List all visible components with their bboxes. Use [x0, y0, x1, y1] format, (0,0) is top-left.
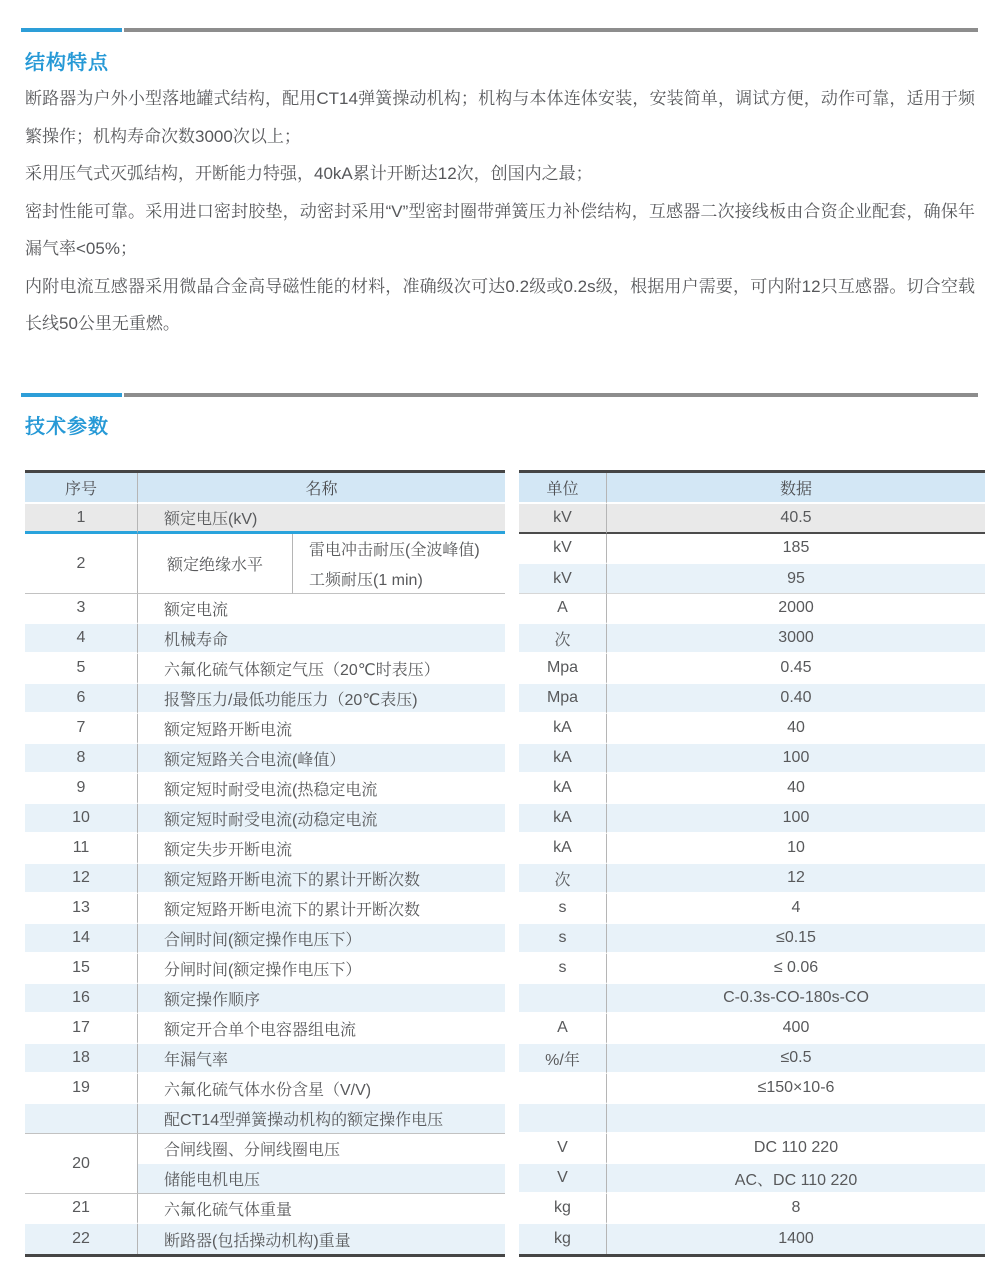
cell-value: 95 — [607, 564, 985, 594]
table-row — [519, 1224, 985, 1254]
table-row — [519, 1014, 985, 1044]
cell-unit: A — [519, 594, 607, 624]
cell-unit: s — [519, 894, 607, 924]
cell-name: 合闸线圈、分闸线圈电压 — [138, 1134, 505, 1164]
cell-no: 6 — [25, 684, 138, 714]
cell-unit: kA — [519, 774, 607, 804]
cell-value: AC、DC 110 220 — [607, 1164, 985, 1194]
cell-name: 机械寿命 — [138, 624, 505, 654]
divider-gray-segment — [124, 393, 978, 397]
table-row — [519, 1104, 985, 1134]
cell-name: 额定绝缘水平 — [138, 534, 293, 594]
cell-name: 额定短路关合电流(峰值） — [138, 744, 505, 774]
table-row — [25, 654, 505, 684]
divider-gray-segment — [124, 28, 978, 32]
cell-value: 4 — [607, 894, 985, 924]
table-row — [519, 774, 985, 804]
table-header-row — [519, 473, 985, 504]
table-row — [519, 1164, 985, 1194]
table-row — [519, 894, 985, 924]
cell-subname: 工频耐压(1 min) — [293, 564, 505, 594]
section-title-structure: 结构特点 — [25, 52, 109, 74]
table-row — [519, 864, 985, 894]
cell-no: 20 — [25, 1134, 138, 1194]
header-no: 序号 — [25, 473, 138, 504]
table-row — [519, 564, 985, 594]
cell-no: 3 — [25, 594, 138, 624]
table-row — [25, 744, 505, 774]
cell-value: 0.40 — [607, 684, 985, 714]
table-row — [25, 1194, 505, 1224]
cell-no: 7 — [25, 714, 138, 744]
cell-no: 17 — [25, 1014, 138, 1044]
table-row — [25, 684, 505, 714]
table-row — [519, 744, 985, 774]
cell-no: 10 — [25, 804, 138, 834]
cell-unit — [519, 1074, 607, 1104]
table-row — [519, 984, 985, 1014]
cell-unit: A — [519, 1014, 607, 1044]
table-row — [25, 774, 505, 804]
table-row — [519, 1044, 985, 1074]
table-row — [25, 1104, 505, 1134]
cell-unit: kV — [519, 534, 607, 564]
cell-unit: 次 — [519, 624, 607, 654]
table-row — [25, 1044, 505, 1074]
cell-no: 19 — [25, 1074, 138, 1104]
table-row — [519, 924, 985, 954]
table-row — [25, 984, 505, 1014]
cell-name: 额定开合单个电容器组电流 — [138, 1014, 505, 1044]
cell-unit: kA — [519, 744, 607, 774]
cell-subname: 雷电冲击耐压(全波峰值) — [293, 534, 505, 564]
parameters-table — [25, 470, 985, 1257]
cell-value — [607, 1104, 985, 1134]
section-divider — [21, 393, 978, 397]
cell-value: ≤0.15 — [607, 924, 985, 954]
section-divider — [21, 28, 978, 32]
header-unit: 单位 — [519, 473, 607, 504]
cell-no: 9 — [25, 774, 138, 804]
cell-unit: V — [519, 1164, 607, 1194]
cell-value: 1400 — [607, 1224, 985, 1254]
cell-unit: %/年 — [519, 1044, 607, 1074]
table-row — [25, 594, 505, 624]
cell-name: 分闸时间(额定操作电压下） — [138, 954, 505, 984]
table-row — [519, 654, 985, 684]
cell-value: 8 — [607, 1194, 985, 1224]
cell-name: 断路器(包括操动机构)重量 — [138, 1224, 505, 1254]
cell-no: 8 — [25, 744, 138, 774]
cell-unit: s — [519, 954, 607, 984]
paragraph: 内附电流互感器采用微晶合金高导磁性能的材料，准确级次可达0.2级或0.2s级，根据用户需要，可内附12只互感器。切合空载长线50公里无重燃。 — [25, 276, 975, 333]
cell-unit: 次 — [519, 864, 607, 894]
cell-unit: kA — [519, 714, 607, 744]
structure-paragraphs — [25, 80, 975, 343]
table-row — [519, 624, 985, 654]
table-row — [519, 834, 985, 864]
table-row — [519, 594, 985, 624]
cell-no: 15 — [25, 954, 138, 984]
cell-value: 0.45 — [607, 654, 985, 684]
cell-name: 额定短路开断电流下的累计开断次数 — [138, 864, 505, 894]
header-data: 数据 — [607, 473, 985, 504]
cell-name: 配CT14型弹簧操动机构的额定操作电压 — [138, 1104, 505, 1134]
cell-no: 21 — [25, 1194, 138, 1224]
cell-name: 额定短路开断电流下的累计开断次数 — [138, 894, 505, 924]
section-title-parameters: 技术参数 — [25, 416, 109, 438]
cell-value: 400 — [607, 1014, 985, 1044]
table-row — [519, 714, 985, 744]
cell-value: 40.5 — [607, 504, 985, 534]
cell-name: 年漏气率 — [138, 1044, 505, 1074]
cell-name: 报警压力/最低功能压力（20℃表压) — [138, 684, 505, 714]
table-row — [25, 504, 505, 534]
table-row — [25, 1014, 505, 1044]
table-row — [519, 504, 985, 534]
table-row — [25, 804, 505, 834]
cell-unit: Mpa — [519, 684, 607, 714]
cell-unit: kg — [519, 1194, 607, 1224]
cell-unit: kA — [519, 804, 607, 834]
header-name: 名称 — [138, 473, 505, 504]
cell-value: 100 — [607, 744, 985, 774]
cell-unit: kA — [519, 834, 607, 864]
cell-value: 40 — [607, 774, 985, 804]
table-row — [25, 1074, 505, 1104]
table-row — [25, 534, 505, 564]
cell-name: 额定短时耐受电流(热稳定电流 — [138, 774, 505, 804]
table-left-block — [25, 470, 505, 1257]
table-row — [519, 1074, 985, 1104]
cell-value: 12 — [607, 864, 985, 894]
divider-accent-segment — [21, 393, 122, 397]
cell-value: 185 — [607, 534, 985, 564]
table-header-row — [25, 473, 505, 504]
cell-unit — [519, 984, 607, 1014]
table-row — [519, 1134, 985, 1164]
cell-no: 5 — [25, 654, 138, 684]
cell-name: 额定电压(kV) — [138, 504, 505, 534]
cell-unit: kV — [519, 504, 607, 534]
cell-no: 2 — [25, 534, 138, 594]
paragraph: 采用压气式灭弧结构，开断能力特强，40kA累计开断达12次，创国内之最； — [25, 164, 593, 183]
cell-name: 储能电机电压 — [138, 1164, 505, 1194]
cell-unit: kV — [519, 564, 607, 594]
divider-accent-segment — [21, 28, 122, 32]
table-row — [25, 894, 505, 924]
cell-value: ≤ 0.06 — [607, 954, 985, 984]
cell-unit: s — [519, 924, 607, 954]
cell-no: 22 — [25, 1224, 138, 1254]
cell-value: ≤0.5 — [607, 1044, 985, 1074]
cell-value: C-0.3s-CO-180s-CO — [607, 984, 985, 1014]
cell-no: 12 — [25, 864, 138, 894]
cell-value: ≤150×10-6 — [607, 1074, 985, 1104]
table-row — [25, 924, 505, 954]
cell-no: 4 — [25, 624, 138, 654]
cell-no: 14 — [25, 924, 138, 954]
cell-no: 1 — [25, 504, 138, 534]
cell-name: 六氟化硫气体水份含星（V/V) — [138, 1074, 505, 1104]
cell-name: 六氟化硫气体额定气压（20℃时表压） — [138, 654, 505, 684]
table-row — [519, 534, 985, 564]
cell-no: 16 — [25, 984, 138, 1014]
table-row — [519, 684, 985, 714]
cell-name: 额定失步开断电流 — [138, 834, 505, 864]
table-row — [25, 624, 505, 654]
cell-name: 额定电流 — [138, 594, 505, 624]
cell-unit: Mpa — [519, 654, 607, 684]
cell-value: 2000 — [607, 594, 985, 624]
table-row — [519, 804, 985, 834]
table-right-block — [519, 470, 985, 1257]
table-row — [25, 864, 505, 894]
cell-name: 额定操作顺序 — [138, 984, 505, 1014]
cell-value: 40 — [607, 714, 985, 744]
paragraph: 断路器为户外小型落地罐式结构，配用CT14弹簧操动机构；机构与本体连体安装，安装简单，调试方便，动作可靠，适用于频繁操作；机构寿命次数3000次以上； — [25, 89, 975, 146]
table-row — [519, 1194, 985, 1224]
table-row — [519, 954, 985, 984]
cell-name: 额定短路开断电流 — [138, 714, 505, 744]
cell-unit: kg — [519, 1224, 607, 1254]
cell-name: 额定短时耐受电流(动稳定电流 — [138, 804, 505, 834]
cell-value: DC 110 220 — [607, 1134, 985, 1164]
table-row — [25, 1134, 505, 1164]
table-row — [25, 954, 505, 984]
cell-no — [25, 1104, 138, 1134]
cell-name: 合闸时间(额定操作电压下） — [138, 924, 505, 954]
cell-unit: V — [519, 1134, 607, 1164]
table-row — [25, 834, 505, 864]
cell-name: 六氟化硫气体重量 — [138, 1194, 505, 1224]
table-row — [25, 714, 505, 744]
cell-value: 10 — [607, 834, 985, 864]
cell-no: 13 — [25, 894, 138, 924]
paragraph: 密封性能可靠。采用进口密封胶垫，动密封采用“V”型密封圈带弹簧压力补偿结构，互感器二次接线板由合资企业配套，确保年漏气率<05%； — [25, 201, 975, 258]
cell-value: 100 — [607, 804, 985, 834]
table-row — [25, 1224, 505, 1254]
cell-no: 18 — [25, 1044, 138, 1074]
cell-unit — [519, 1104, 607, 1134]
cell-no: 11 — [25, 834, 138, 864]
cell-value: 3000 — [607, 624, 985, 654]
